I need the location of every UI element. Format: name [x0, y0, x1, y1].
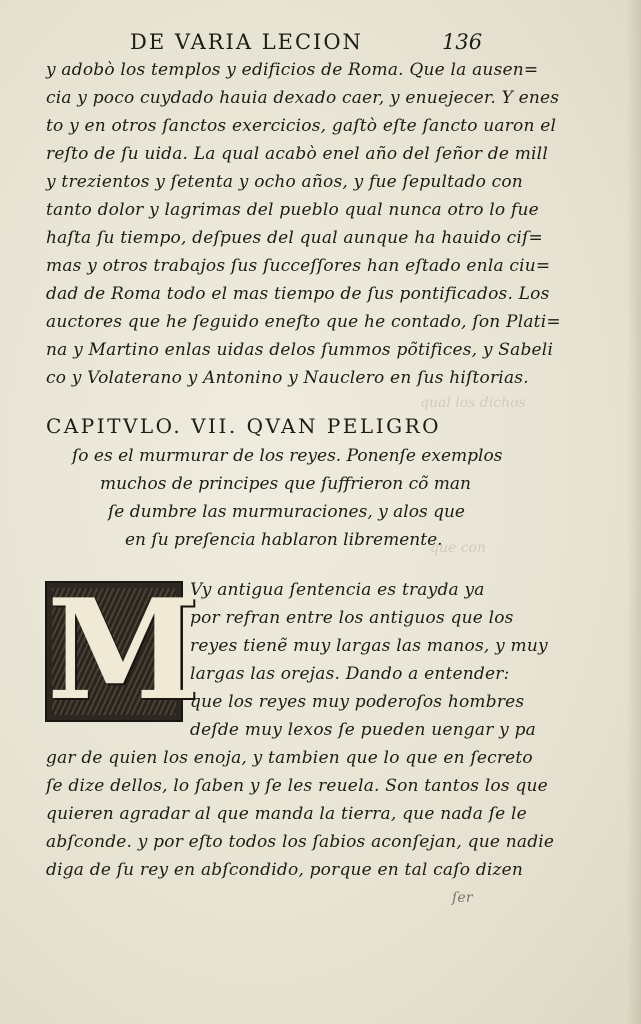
text-line: tanto dolor y lagrimas del pueblo qual nunca otro lo fue [46, 200, 539, 220]
text-line: auctores que he ſeguido eneſto que he contado, ſon Plati= [46, 312, 561, 332]
chapter-summary-line: ſe dumbre las murmuraciones, y alos que [108, 502, 465, 522]
text-line: que los reyes muy poderoſos hombres [190, 692, 525, 712]
chapter-heading: CAPITVLO. VII. QVAN PELIGRO [46, 414, 442, 438]
catchword: ſer [452, 890, 473, 906]
text-line: to y en otros ſanctos exercicios, gaſtò eſte ſancto uaron el [46, 116, 557, 136]
text-line: haſta ſu tiempo, deſpues del qual aunque ha hauido ciſ= [46, 228, 543, 248]
text-line: reyes tienẽ muy largas las manos, y muy [190, 636, 548, 656]
text-line: abſconde. y por eſto todos los ſabios aconſejan, que nadie [46, 832, 555, 852]
show-through: qual los dichos [420, 395, 526, 411]
text-line: Vy antigua ſentencia es trayda ya [190, 580, 485, 600]
text-line: gar de quien los enoja, y tambien que lo que en ſecreto [46, 748, 533, 768]
running-head-title: DE VARIA LECION [130, 30, 363, 54]
text-line: na y Martino enlas uidas delos ſummos põtifices, y Sabeli [46, 340, 554, 360]
page-number: 136 [442, 30, 483, 54]
show-through: que con [430, 540, 486, 556]
text-line: cia y poco cuydado hauia dexado caer, y enuejecer. Y enes [46, 88, 560, 108]
running-head [130, 28, 490, 56]
page-edge-shadow [627, 0, 641, 1024]
text-line: y adobò los templos y edificios de Roma. Que la ausen= [46, 60, 539, 80]
text-line: co y Volaterano y Antonino y Nauclero en ſus hiſtorias. [46, 368, 529, 388]
chapter-summary-line: muchos de principes que ſuffrieron cõ man [100, 474, 471, 494]
text-line: quieren agradar al que manda la tierra, que nada ſe le [46, 804, 527, 824]
text-line: largas las orejas. Dando a entender: [190, 664, 510, 684]
text-line: por refran entre los antiguos que los [190, 608, 514, 628]
initial-letter: M [47, 568, 200, 731]
text-line: dad de Roma todo el mas tiempo de ſus pontificados. Los [46, 284, 550, 304]
text-line: reſto de ſu uida. La qual acabò enel año del ſeñor de mill [46, 144, 548, 164]
chapter-summary-line: ſo es el murmurar de los reyes. Ponenſe exemplos [72, 446, 503, 466]
text-line: y trezientos y ſetenta y ocho años, y fue ſepultado con [46, 172, 523, 192]
chapter-summary-line: en ſu preſencia hablaron libremente. [125, 530, 443, 550]
text-line: ſe dize dellos, lo ſaben y ſe les reuela. Son tantos los que [46, 776, 548, 796]
text-line: mas y otros trabajos ſus ſucceſſores han eſtado enla ciu= [46, 256, 551, 276]
text-line: deſde muy lexos ſe pueden uengar y pa [190, 720, 536, 740]
text-line: diga de ſu rey en abſcondido, porque en tal caſo dizen [46, 860, 524, 880]
decorated-initial [45, 568, 200, 731]
